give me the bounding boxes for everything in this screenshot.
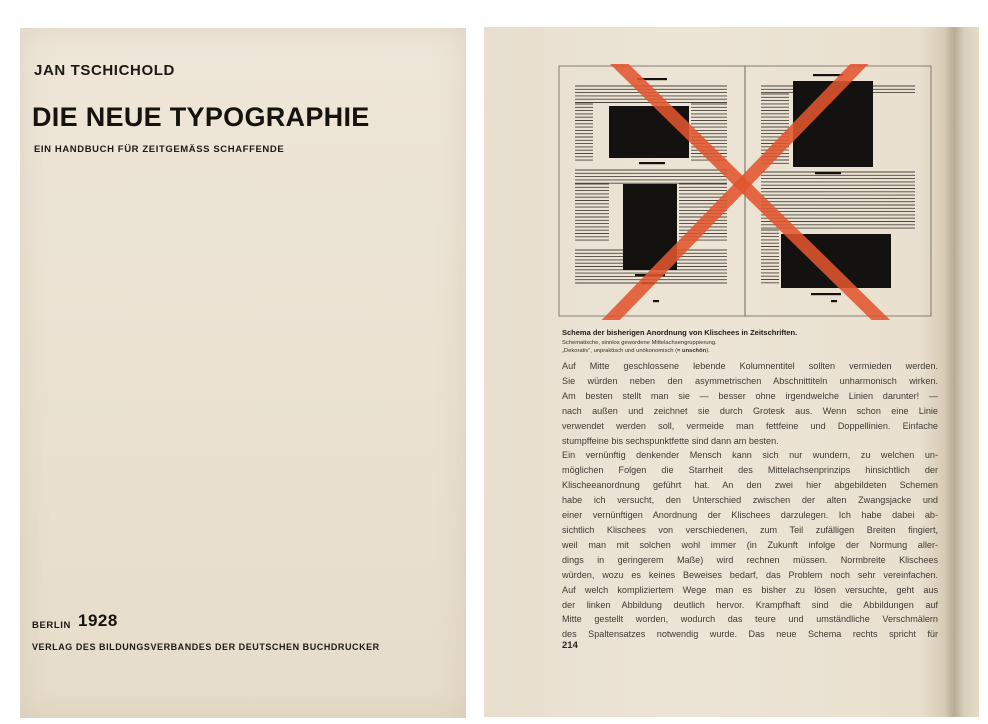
schema-caption-bar — [639, 162, 665, 164]
body-line: sichtlich Klischees von verschiedenen, zum Teil zufälligen Breiten fingiert, — [562, 524, 938, 535]
body-line: stumpffeine bis sechspunktfette sind dann am besten. — [562, 435, 779, 446]
body-line: der linken Abbildung deutlich hervor. Krampfhaft sind die Abbildungen auf — [562, 599, 938, 610]
cover-year: 1928 — [78, 611, 118, 630]
cover-title: DIE NEUE TYPOGRAPHIE — [32, 102, 370, 132]
body-line: würden, wozu es keines Beweises bedarf, das Problem noch sehr vereinfachen. — [562, 569, 938, 580]
body-line: verwendet werden soll, vermeide man fettfeine und Doppellinien. Einfache — [562, 420, 938, 431]
schema-caption-bar — [831, 300, 837, 302]
body-line: Mitte gestellt worden, wodurch das teure und umständliche Verschmälern — [562, 614, 938, 625]
schema-caption-bar — [813, 74, 843, 76]
body-line: Sie würden neben den asymmetrischen Abschnittiteln unharmonisch wirken. — [562, 375, 938, 386]
cover-city: BERLIN — [32, 620, 71, 631]
body-text — [562, 359, 938, 642]
layout-schema-diagram — [557, 64, 933, 320]
caption-line-2 — [562, 348, 710, 354]
caption-line-2-bold: = unschön — [677, 348, 707, 354]
body-line: Auf Mitte geschlossene lebende Kolumnentitel sollten vermieden werden. — [562, 361, 938, 371]
book-cover — [20, 28, 466, 718]
caption-line-2-prefix: „Dekorativ“, unpraktisch und unökonomisch ( — [562, 348, 678, 354]
body-line: des Spaltensatzes notwendig wurde. Das neue Schema rechts spricht für — [562, 629, 938, 640]
body-line: habe ich versucht, den Unterschied zwischen der alten Zwangsjacke und — [562, 495, 938, 506]
cover-author: JAN TSCHICHOLD — [34, 62, 175, 79]
schema-caption-bar — [653, 300, 659, 302]
body-line: dings in geringerem Maße) wird rechnen müssen. Normbreite Klischees — [562, 554, 938, 565]
cover-subtitle: EIN HANDBUCH FÜR ZEITGEMÄSS SCHAFFENDE — [34, 144, 285, 155]
caption-line-2-suffix: ). — [706, 348, 710, 354]
body-line: einer vernünftigen Anordnung der Klischees darzulegen. Ich habe dabei ab- — [562, 510, 938, 521]
body-line: möglichen Folgen die Starrheit des Mittelachsenprinzips hinsichtlich der — [562, 465, 938, 476]
body-line: weil man mit solchen wohl immer (in Zukunft infolge der Normung aller- — [562, 539, 938, 550]
schema-svg — [557, 64, 933, 320]
body-line: Am besten stellt man sie — besser ohne irgendwelche Linien darunter! — — [562, 390, 938, 401]
body-line: nach außen und zeichnet sie durch Grotesk aus. Wenn schon eine Linie — [562, 405, 938, 416]
schema-caption-bar — [811, 293, 841, 295]
cover-publisher: VERLAG DES BILDUNGSVERBANDES DER DEUTSCHEN BUCHDRUCKER — [32, 642, 380, 652]
body-line: Auf welch kompliziertem Wege man es bisher zu lösen versuchte, geht aus — [562, 584, 938, 595]
schema-caption-bar — [815, 172, 841, 174]
inner-page — [484, 27, 979, 717]
page-number: 214 — [562, 640, 578, 651]
caption-title: Schema der bisherigen Anordnung von Klischees in Zeitschriften. — [562, 328, 798, 337]
body-line: Ein vernünftig denkender Mensch kann sich nur wundern, zu welchen un- — [562, 450, 938, 461]
body-line: Klischeeanordnung geführt hat. An den zwei hier abgebildeten Schemen — [562, 480, 938, 491]
caption-line-1: Schematische, sinnlos gewordene Mittelachsengruppierung. — [562, 340, 717, 346]
